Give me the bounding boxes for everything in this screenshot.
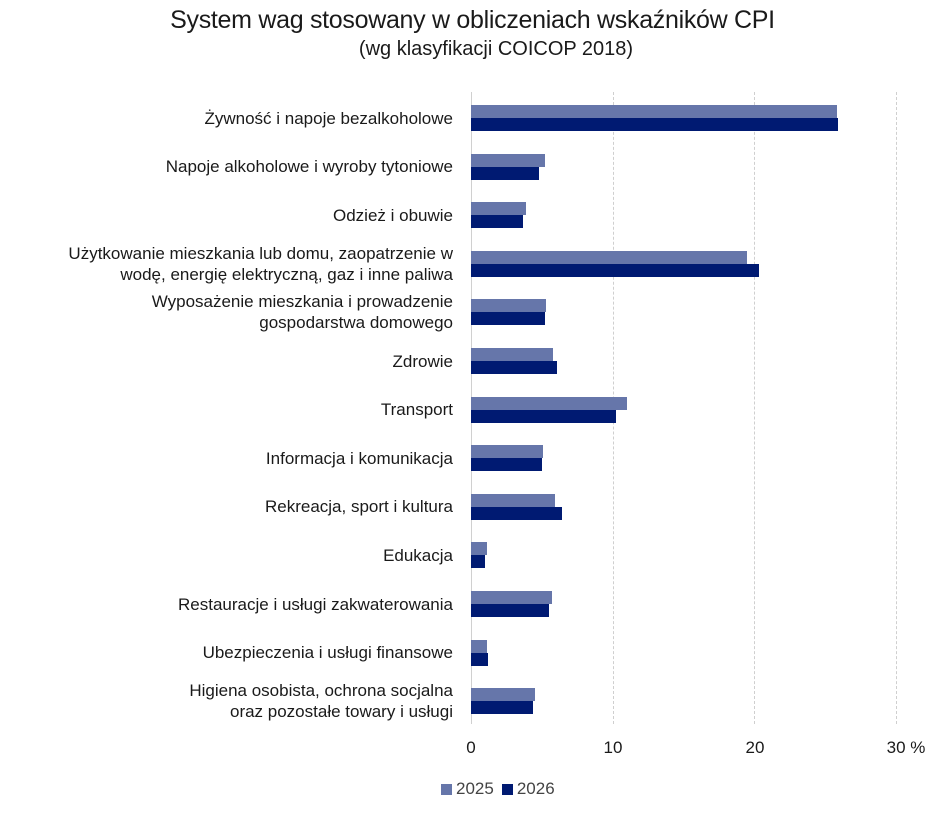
legend-label-2026: 2026: [516, 779, 555, 798]
bar-2025: [471, 154, 545, 167]
category-label: [204, 108, 453, 129]
category-label: [393, 351, 453, 372]
bar-2025: [471, 105, 837, 118]
gridline-30: [896, 92, 897, 724]
bar-2026: [471, 118, 838, 131]
category-label-line: Żywność i napoje bezalkoholowe: [204, 108, 453, 128]
legend: [441, 779, 559, 799]
bar-2026: [471, 604, 549, 617]
category-label: [152, 291, 453, 333]
bar-2025: [471, 299, 546, 312]
category-label-line: Informacja i komunikacja: [265, 448, 453, 468]
legend-label-2025: 2025: [456, 779, 494, 798]
bar-2025: [471, 640, 487, 653]
category-label-line: Odzież i obuwie: [332, 205, 453, 225]
x-tick-30: 30 %: [886, 738, 926, 757]
category-label-line: Higiena osobista, ochrona socjalna: [189, 681, 453, 701]
bar-2026: [471, 410, 616, 423]
category-label-line: oraz pozostałe towary i usługi: [229, 702, 453, 722]
category-label: [381, 399, 453, 420]
x-tick-20: 20: [745, 738, 765, 757]
category-label-line: Rekreacja, sport i kultura: [264, 497, 453, 517]
bar-2025: [471, 542, 487, 555]
bar-2026: [471, 701, 533, 714]
bar-2026: [471, 264, 759, 277]
category-label-line: Wyposażenie mieszkania i prowadzenie: [151, 292, 453, 312]
bar-2026: [471, 653, 488, 666]
category-label-line: Użytkowanie mieszkania lub domu, zaopatrzenie w: [68, 243, 453, 263]
category-label: [189, 680, 453, 722]
chart-subtitle: (wg klasyfikacji COICOP 2018): [358, 38, 634, 60]
category-label: [178, 594, 453, 615]
category-label-line: gospodarstwa domowego: [259, 313, 453, 333]
bar-2026: [471, 361, 557, 374]
x-tick-0: 0: [466, 738, 476, 757]
category-label: [333, 205, 453, 226]
bar-2026: [471, 215, 523, 228]
category-label-line: Transport: [380, 400, 453, 420]
category-label-line: Ubezpieczenia i usługi finansowe: [202, 643, 453, 663]
bar-2025: [471, 688, 535, 701]
category-label: [203, 642, 453, 663]
bar-2025: [471, 251, 747, 264]
legend-item-2026: [502, 779, 555, 799]
bar-2026: [471, 312, 545, 325]
category-label: [266, 448, 453, 469]
gridline-20: [754, 92, 755, 724]
x-tick-10: 10: [603, 738, 623, 757]
category-label-line: Restauracje i usługi zakwaterowania: [178, 594, 453, 614]
bar-2025: [471, 202, 526, 215]
category-label-line: wodę, energię elektryczną, gaz i inne paliwa: [120, 264, 453, 284]
category-label-line: Zdrowie: [392, 351, 453, 371]
legend-swatch-2025: [441, 784, 452, 795]
bar-2026: [471, 167, 539, 180]
bar-2025: [471, 591, 552, 604]
bar-2025: [471, 445, 543, 458]
bar-2026: [471, 458, 542, 471]
category-label-line: Edukacja: [383, 545, 453, 565]
bar-2025: [471, 494, 555, 507]
category-label: [383, 545, 453, 566]
category-label: [68, 243, 453, 285]
bar-2025: [471, 397, 627, 410]
legend-swatch-2026: [502, 784, 513, 795]
bar-2026: [471, 555, 485, 568]
category-label-line: Napoje alkoholowe i wyroby tytoniowe: [165, 157, 453, 177]
bar-2026: [471, 507, 562, 520]
chart-title: System wag stosowany w obliczeniach wskaźników CPI: [170, 6, 775, 34]
category-label: [166, 156, 453, 177]
legend-item-2025: [441, 779, 494, 799]
category-label: [265, 496, 453, 517]
bar-2025: [471, 348, 553, 361]
